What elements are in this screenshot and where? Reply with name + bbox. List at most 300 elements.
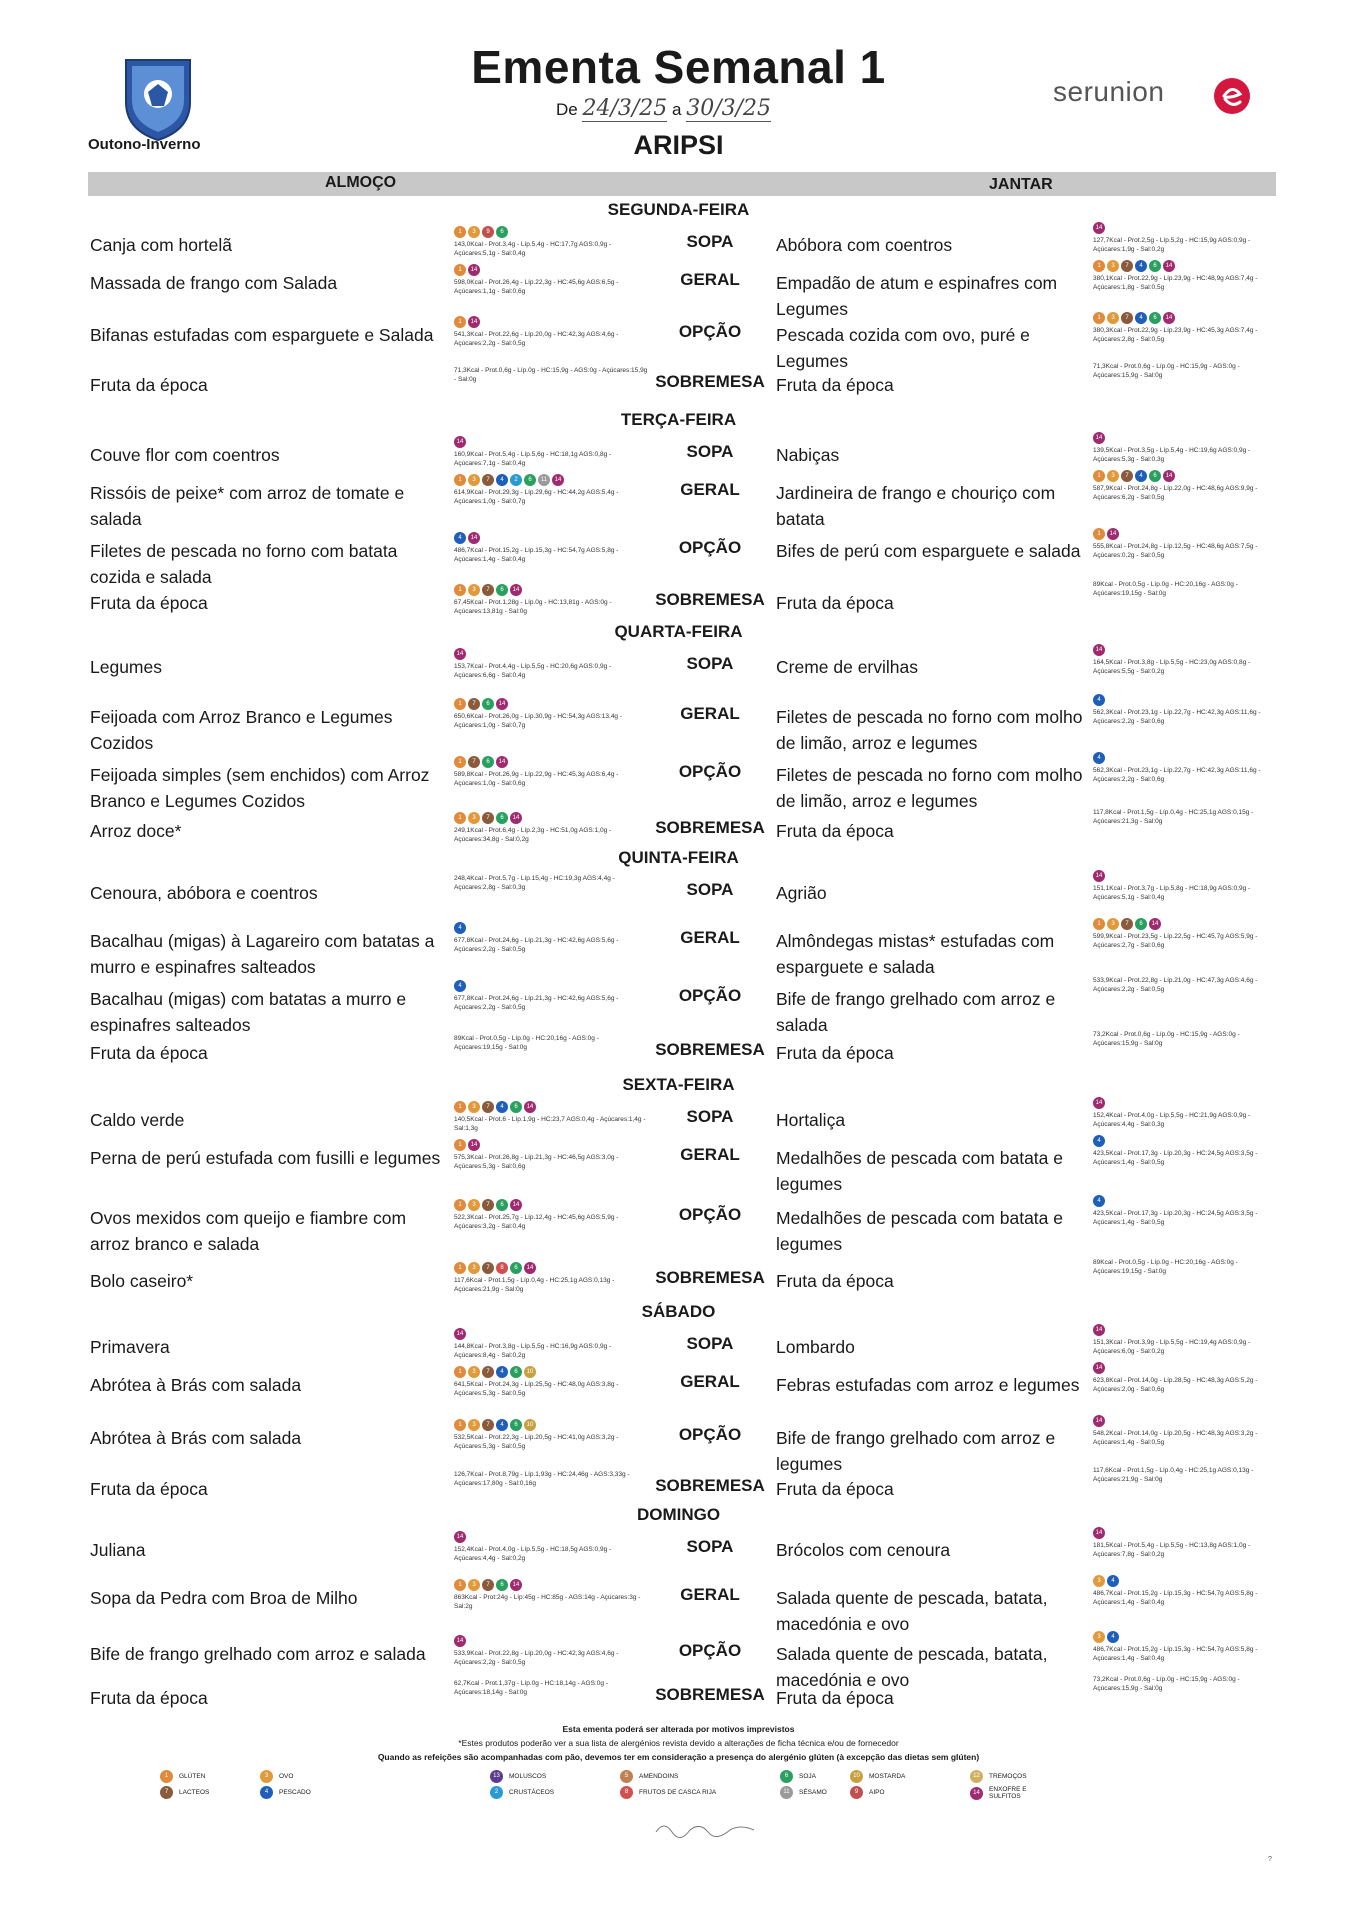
meal-category: OPÇÃO (678, 986, 742, 1005)
allergen-icons (454, 1328, 649, 1340)
meal-category: OPÇÃO (678, 1641, 742, 1660)
legend-label: GLÚTEN (179, 1773, 206, 1780)
dinner-nutrition (1093, 694, 1273, 726)
dinner-nutrition-text: 152,4Kcal - Prot.4,0g - Líp.5,5g - HC:21,9g AGS:0,9g - Açúcares:4,4g - Sal:0,3g (1093, 1112, 1251, 1128)
dinner-nutrition-text: 599,9Kcal - Prot.23,5g - Líp.22,5g - HC:45,7g AGS:5,9g - Açúcares:2,7g - Sal:0,6g (1093, 933, 1258, 949)
lunch-dish: Legumes (90, 657, 162, 677)
dinner-nutrition-text: 423,5Kcal - Prot.17,3g - Líp.20,3g - HC:24,5g AGS:3,5g - Açúcares:1,4g - Sal:0,5g (1093, 1150, 1258, 1166)
dinner-column-header: JANTAR (989, 176, 1053, 193)
enxofre-allergen-icon: 14 (1093, 1415, 1105, 1427)
allergen-icons (1093, 1324, 1273, 1336)
lunch-nutrition (454, 1139, 649, 1171)
meal-category: SOBREMESA (655, 1040, 765, 1059)
lunch-nutrition-text: 541,3Kcal - Prot.22,6g - Líp.20,0g - HC:42,3g AGS:4,6g - Açúcares:2,2g - Sal:0,5g (454, 331, 619, 347)
enxofre-allergen-icon: 14 (970, 1787, 983, 1800)
dinner-nutrition (1093, 918, 1273, 950)
enxofre-allergen-icon: 14 (552, 474, 564, 486)
ovo-allergen-icon: 3 (1093, 1575, 1105, 1587)
lunch-nutrition-text: 160,9Kcal - Prot.5,4g - Líp.5,6g - HC:18,1g AGS:0,8g - Açúcares:7,1g - Sal:0,4g (454, 451, 612, 467)
gluten-allergen-icon: 1 (454, 264, 466, 276)
lunch-nutrition-text: 650,6Kcal - Prot.26,0g - Líp.30,9g - HC:54,3g AGS:13,4g - Açúcares:1,0g - Sal:0,7g (454, 713, 623, 729)
allergen-icons (1093, 918, 1273, 930)
gluten-allergen-icon: 1 (1093, 260, 1105, 272)
lunch-nutrition (454, 1328, 649, 1360)
lunch-dish: Primavera (90, 1337, 170, 1357)
lunch-nutrition-text: 532,5Kcal - Prot.22,3g - Líp.20,5g - HC:41,0g AGS:3,2g - Açúcares:5,3g - Sal:0,5g (454, 1434, 619, 1450)
soja-allergen-icon: 6 (482, 698, 494, 710)
legend-label: SÉSAMO (799, 1789, 827, 1796)
ovo-allergen-icon: 3 (1107, 260, 1119, 272)
lunch-nutrition (454, 1366, 649, 1398)
dinner-dish: Febras estufadas com arroz e legumes (776, 1375, 1080, 1395)
lunch-nutrition (454, 812, 649, 844)
legend-item-aipo (850, 1786, 885, 1799)
gluten-allergen-icon: 1 (454, 1139, 466, 1151)
meal-category: OPÇÃO (678, 762, 742, 781)
lunch-nutrition (454, 226, 649, 258)
lunch-nutrition-text: 589,8Kcal - Prot.26,9g - Líp.22,9g - HC:45,3g AGS:6,4g - Açúcares:1,0g - Sal:0,6g (454, 771, 619, 787)
lunch-dish: Arroz doce* (90, 821, 182, 841)
enxofre-allergen-icon: 14 (454, 436, 466, 448)
soja-allergen-icon: 6 (1149, 312, 1161, 324)
dinner-nutrition (1093, 1675, 1273, 1693)
peixe-allergen-icon: 4 (1135, 470, 1147, 482)
meal-category: SOPA (686, 1107, 734, 1126)
lunch-nutrition (454, 1579, 649, 1611)
sesamo-allergen-icon: 11 (538, 474, 550, 486)
gluten-allergen-icon: 1 (454, 1262, 466, 1274)
dinner-nutrition (1093, 1362, 1273, 1394)
meal-category: OPÇÃO (678, 1205, 742, 1224)
season-label: Outono-Inverno (88, 136, 201, 153)
allergen-icons (1093, 694, 1273, 706)
enxofre-allergen-icon: 14 (1163, 470, 1175, 482)
lunch-nutrition-text: 614,9Kcal - Prot.29,3g - Líp.29,6g - HC:44,2g AGS:5,4g - Açúcares:1,0g - Sal:0,7g (454, 489, 619, 505)
note-changes: Esta ementa poderá ser alterada por motivos imprevistos (562, 1724, 795, 1734)
allergen-icons (454, 756, 649, 768)
dinner-dish: Nabiças (776, 445, 840, 465)
legend-item-tremocos (970, 1770, 1027, 1783)
meal-category: SOBREMESA (655, 1685, 765, 1704)
lacteos-allergen-icon: 7 (482, 1366, 494, 1378)
meal-category: SOPA (686, 232, 734, 251)
soja-allergen-icon: 6 (1149, 470, 1161, 482)
date-from: 24/3/25 (582, 96, 668, 121)
peixe-allergen-icon: 4 (260, 1786, 273, 1799)
legend-item-crustaceos (490, 1786, 554, 1799)
meal-category: SOPA (686, 442, 734, 461)
allergen-icons (454, 648, 649, 660)
lunch-nutrition-text: 533,9Kcal - Prot.22,8g - Líp.20,0g - HC:42,3g AGS:4,6g - Açúcares:2,2g - Sal:0,5g (454, 1650, 619, 1666)
lunch-nutrition-text: 153,7Kcal - Prot.4,4g - Líp.5,5g - HC:20,6g AGS:0,9g - Açúcares:6,6g - Sal:0,4g (454, 663, 612, 679)
enxofre-allergen-icon: 14 (1093, 432, 1105, 444)
allergen-icons (1093, 1135, 1273, 1147)
soja-allergen-icon: 6 (482, 756, 494, 768)
dinner-dish: Empadão de atum e espinafres com Legumes (776, 273, 1058, 319)
lacteos-allergen-icon: 7 (482, 1199, 494, 1211)
legend-label: ENXOFRE E SULFITOS (989, 1786, 1027, 1800)
lunch-dish: Juliana (90, 1540, 146, 1560)
lunch-dish: Bife de frango grelhado com arroz e salada (90, 1644, 426, 1664)
dinner-dish: Salada quente de pescada, batata, macedónia e ovo (776, 1644, 1048, 1690)
meal-category: GERAL (680, 704, 740, 723)
peixe-allergen-icon: 4 (496, 474, 508, 486)
ovo-allergen-icon: 3 (1107, 312, 1119, 324)
soja-allergen-icon: 6 (496, 1199, 508, 1211)
dinner-dish: Brócolos com cenoura (776, 1540, 951, 1560)
meal-category: GERAL (680, 1372, 740, 1391)
dinner-nutrition (1093, 752, 1273, 784)
peixe-allergen-icon: 4 (1093, 1135, 1105, 1147)
enxofre-allergen-icon: 14 (510, 812, 522, 824)
mostarda-allergen-icon: 10 (524, 1366, 536, 1378)
soja-allergen-icon: 6 (1149, 260, 1161, 272)
lunch-dish: Bacalhau (migas) com batatas a murro e espinafres salteados (90, 989, 407, 1035)
lunch-nutrition (454, 698, 649, 730)
legend-label: MOSTARDA (869, 1773, 906, 1780)
enxofre-allergen-icon: 14 (468, 532, 480, 544)
lacteos-allergen-icon: 7 (468, 698, 480, 710)
place-title: ARIPSI (633, 130, 724, 160)
dinner-nutrition (1093, 470, 1273, 502)
lunch-nutrition (454, 1679, 649, 1697)
gluten-allergen-icon: 1 (160, 1770, 173, 1783)
legend-item-soja (780, 1770, 816, 1783)
enxofre-allergen-icon: 14 (1163, 260, 1175, 272)
enxofre-allergen-icon: 14 (454, 1635, 466, 1647)
lunch-dish: Feijoada simples (sem enchidos) com Arroz Branco e Legumes Cozidos (90, 765, 430, 811)
allergen-icons (1093, 870, 1273, 882)
allergen-icons (454, 474, 649, 486)
lunch-nutrition (454, 474, 649, 506)
dinner-nutrition (1093, 1097, 1273, 1129)
lunch-nutrition-text: 62,7Kcal - Prot.1,37g - Líp.0g - HC:18,14g - AGS:0g - Açúcares:18,14g - Sal:0g (454, 1680, 608, 1696)
ovo-allergen-icon: 3 (468, 1419, 480, 1431)
dinner-dish: Lombardo (776, 1337, 855, 1357)
handwritten-signature (650, 1818, 760, 1840)
dinner-nutrition-text: 164,5Kcal - Prot.3,8g - Líp.5,5g - HC:23,0g AGS:0,8g - Açúcares:5,5g - Sal:0,2g (1093, 659, 1251, 675)
dinner-dish: Hortaliça (776, 1110, 846, 1130)
day-heading: SEXTA-FEIRA (622, 1075, 735, 1094)
lunch-nutrition (454, 584, 649, 616)
legend-label: LACTEOS (179, 1789, 210, 1796)
gluten-allergen-icon: 1 (454, 756, 466, 768)
lunch-nutrition-text: 522,3Kcal - Prot.25,7g - Líp.12,4g - HC:45,6g AGS:5,9g - Açúcares:3,2g - Sal:0,4g (454, 1214, 619, 1230)
allergen-icons (454, 1139, 649, 1151)
soja-allergen-icon: 6 (524, 474, 536, 486)
peixe-allergen-icon: 4 (1135, 312, 1147, 324)
aipo-allergen-icon: 9 (482, 226, 494, 238)
enxofre-allergen-icon: 14 (468, 316, 480, 328)
legend-label: FRUTOS DE CASCA RIJA (639, 1789, 717, 1796)
gluten-allergen-icon: 1 (454, 1101, 466, 1113)
brand-name: serunion (1053, 76, 1165, 107)
meal-category: OPÇÃO (678, 1425, 742, 1444)
day-heading: QUINTA-FEIRA (618, 848, 739, 867)
enxofre-allergen-icon: 14 (510, 1199, 522, 1211)
lunch-nutrition (454, 1034, 649, 1052)
enxofre-allergen-icon: 14 (454, 1531, 466, 1543)
dinner-nutrition-text: 548,2Kcal - Prot.14,0g - Líp.20,5g - HC:48,3g AGS:3,2g - Açúcares:1,4g - Sal:0,5g (1093, 1430, 1258, 1446)
legend-item-amendoins (620, 1770, 678, 1783)
lunch-dish: Feijoada com Arroz Branco e Legumes Cozidos (90, 707, 393, 753)
dinner-dish: Bifes de perú com esparguete e salada (776, 541, 1081, 561)
enxofre-allergen-icon: 14 (1093, 222, 1105, 234)
ovo-allergen-icon: 3 (1093, 1631, 1105, 1643)
dinner-nutrition-text: 555,8Kcal - Prot.24,8g - Líp.12,5g - HC:48,6g AGS:7,5g - Açúcares:0,2g - Sal:0,5g (1093, 543, 1258, 559)
lunch-nutrition (454, 1262, 649, 1294)
gluten-allergen-icon: 1 (1093, 528, 1105, 540)
dinner-nutrition (1093, 432, 1273, 464)
legend-item-enxofre (970, 1786, 1060, 1800)
ovo-allergen-icon: 3 (468, 1262, 480, 1274)
lunch-dish: Fruta da época (90, 1479, 208, 1499)
legend-label: AIPO (869, 1789, 885, 1796)
peixe-allergen-icon: 4 (1107, 1575, 1119, 1587)
lunch-dish: Sopa da Pedra com Broa de Milho (90, 1588, 358, 1608)
lacteos-allergen-icon: 7 (468, 756, 480, 768)
dinner-dish: Fruta da época (776, 1688, 894, 1708)
lunch-dish: Rissóis de peixe* com arroz de tomate e salada (90, 483, 405, 529)
meal-category: GERAL (680, 928, 740, 947)
dinner-nutrition (1093, 1135, 1273, 1167)
lunch-dish: Cenoura, abóbora e coentros (90, 883, 318, 903)
enxofre-allergen-icon: 14 (1149, 918, 1161, 930)
dinner-nutrition (1093, 222, 1273, 254)
enxofre-allergen-icon: 14 (454, 648, 466, 660)
ovo-allergen-icon: 3 (260, 1770, 273, 1783)
enxofre-allergen-icon: 14 (1093, 870, 1105, 882)
gluten-allergen-icon: 1 (454, 1579, 466, 1591)
enxofre-allergen-icon: 14 (468, 1139, 480, 1151)
lunch-nutrition-text: 677,8Kcal - Prot.24,6g - Líp.21,3g - HC:42,6g AGS:5,6g - Açúcares:2,2g - Sal:0,5g (454, 937, 619, 953)
enxofre-allergen-icon: 14 (524, 1262, 536, 1274)
dinner-dish: Salada quente de pescada, batata, macedónia e ovo (776, 1588, 1048, 1634)
lacteos-allergen-icon: 7 (1121, 918, 1133, 930)
legend-item-moluscos (490, 1770, 546, 1783)
allergen-legend (160, 1770, 1060, 1810)
ovo-allergen-icon: 3 (468, 226, 480, 238)
lunch-dish: Filetes de pescada no forno com batata cozida e salada (90, 541, 398, 587)
allergen-icons (1093, 752, 1273, 764)
gluten-allergen-icon: 1 (454, 698, 466, 710)
allergen-icons (1093, 1195, 1273, 1207)
dinner-dish: Filetes de pescada no forno com molho de limão, arroz e legumes (776, 707, 1083, 753)
allergen-icons (1093, 312, 1273, 324)
legend-item-ovo (260, 1770, 293, 1783)
enxofre-allergen-icon: 14 (496, 756, 508, 768)
lacteos-allergen-icon: 7 (482, 1262, 494, 1274)
lunch-nutrition (454, 316, 649, 348)
enxofre-allergen-icon: 14 (1163, 312, 1175, 324)
lunch-nutrition (454, 366, 649, 384)
lunch-nutrition (454, 1635, 649, 1667)
page-title: Ementa Semanal 1 (471, 41, 886, 93)
ovo-allergen-icon: 3 (1107, 470, 1119, 482)
dinner-nutrition-text: 562,3Kcal - Prot.23,1g - Líp.22,7g - HC:42,3g AGS:11,6g - Açúcares:2,2g - Sal:0,6g (1093, 709, 1261, 725)
brand-logo-icon (1212, 76, 1252, 116)
soja-allergen-icon: 6 (496, 584, 508, 596)
peixe-allergen-icon: 4 (496, 1419, 508, 1431)
peixe-allergen-icon: 4 (1135, 260, 1147, 272)
frutos-allergen-icon: 8 (496, 1262, 508, 1274)
dinner-nutrition (1093, 1195, 1273, 1227)
peixe-allergen-icon: 4 (496, 1101, 508, 1113)
gluten-allergen-icon: 1 (1093, 470, 1105, 482)
lunch-dish: Abrótea à Brás com salada (90, 1428, 302, 1448)
dinner-dish: Fruta da época (776, 593, 894, 613)
lunch-nutrition-text: 152,4Kcal - Prot.4,0g - Líp.5,5g - HC:18,5g AGS:0,9g - Açúcares:4,4g - Sal:0,2g (454, 1546, 612, 1562)
lunch-nutrition (454, 922, 649, 954)
lacteos-allergen-icon: 7 (482, 474, 494, 486)
gluten-allergen-icon: 1 (454, 812, 466, 824)
lunch-nutrition (454, 436, 649, 468)
enxofre-allergen-icon: 14 (1107, 528, 1119, 540)
lunch-dish: Fruta da época (90, 1688, 208, 1708)
lunch-nutrition (454, 1101, 649, 1133)
allergen-icons (1093, 260, 1273, 272)
allergen-icons (1093, 1362, 1273, 1374)
allergen-icons (454, 980, 649, 992)
enxofre-allergen-icon: 14 (1093, 644, 1105, 656)
allergen-icons (454, 226, 649, 238)
legend-item-sesamo (780, 1786, 827, 1799)
moluscos-allergen-icon: 13 (490, 1770, 503, 1783)
lunch-dish: Couve flor com coentros (90, 445, 280, 465)
lunch-nutrition (454, 1419, 649, 1451)
gluten-allergen-icon: 1 (454, 584, 466, 596)
lacteos-allergen-icon: 7 (1121, 470, 1133, 482)
meal-category: SOPA (686, 654, 734, 673)
crustaceos-allergen-icon: 2 (510, 474, 522, 486)
lacteos-allergen-icon: 7 (160, 1786, 173, 1799)
soja-allergen-icon: 6 (510, 1101, 522, 1113)
lunch-nutrition-text: 677,8Kcal - Prot.24,6g - Líp.21,3g - HC:42,6g AGS:5,6g - Açúcares:2,2g - Sal:0,5g (454, 995, 619, 1011)
legend-label: PESCADO (279, 1789, 311, 1796)
lunch-nutrition-text: 863Kcal - Prot:24g - Líp:45g - HC:85g - AGS:14g - Açúcares:3g - Sal:2g (454, 1594, 641, 1610)
lunch-dish: Caldo verde (90, 1110, 185, 1130)
legend-label: SOJA (799, 1773, 816, 1780)
lunch-nutrition (454, 1470, 649, 1488)
peixe-allergen-icon: 4 (496, 1366, 508, 1378)
note-bread-gluten: Quando as refeições são acompanhadas com pão, devemos ter em consideração a presença do alergénio glúten (à excepção das dietas sem glúten) (377, 1752, 980, 1762)
enxofre-allergen-icon: 14 (510, 584, 522, 596)
day-heading: QUARTA-FEIRA (614, 622, 743, 641)
dinner-nutrition-text: 89Kcal - Prot.0,5g - Líp.0g - HC:20,16g - AGS:0g - Açúcares:19,15g - Sal:0g (1093, 1259, 1238, 1275)
meal-category: SOPA (686, 880, 734, 899)
ovo-allergen-icon: 3 (468, 1366, 480, 1378)
allergen-icons (454, 1199, 649, 1211)
allergen-icons (1093, 470, 1273, 482)
allergen-icons (1093, 432, 1273, 444)
soja-allergen-icon: 6 (496, 812, 508, 824)
dinner-nutrition (1093, 260, 1273, 292)
allergen-icons (454, 532, 649, 544)
allergen-icons (454, 264, 649, 276)
dinner-nutrition-text: 127,7Kcal - Prot.2,5g - Líp.5,2g - HC:15,9g AGS:0,9g - Açúcares:1,9g - Sal:0,2g (1093, 237, 1251, 253)
meal-category: OPÇÃO (678, 538, 742, 557)
dinner-nutrition (1093, 870, 1273, 902)
lunch-nutrition-text: 641,5Kcal - Prot.24,3g - Líp.25,5g - HC:48,0g AGS:3,8g - Açúcares:5,3g - Sal:0,5g (454, 1381, 619, 1397)
gluten-allergen-icon: 1 (1093, 312, 1105, 324)
lacteos-allergen-icon: 7 (482, 1579, 494, 1591)
soja-allergen-icon: 6 (510, 1366, 522, 1378)
meal-category: GERAL (680, 1585, 740, 1604)
allergen-icons (1093, 1631, 1273, 1643)
meal-category: SOBREMESA (655, 590, 765, 609)
meal-category: SOPA (686, 1334, 734, 1353)
lunch-nutrition (454, 980, 649, 1012)
lacteos-allergen-icon: 7 (482, 1101, 494, 1113)
dinner-dish: Almôndegas mistas* estufadas com esparguete e salada (776, 931, 1055, 977)
lunch-nutrition-text: 71,3Kcal - Prot.0,6g - Líp.0g - HC:15,9g - AGS:0g - Açúcares:15,9g - Sal:0g (454, 367, 648, 383)
lunch-dish: Bolo caseiro* (90, 1271, 194, 1291)
dinner-nutrition (1093, 1415, 1273, 1447)
dinner-nutrition-text: 71,3Kcal - Prot.0,6g - Líp.0g - HC:15,9g - AGS:0g - Açúcares:15,9g - Sal:0g (1093, 363, 1240, 379)
allergen-icons (454, 1419, 649, 1431)
column-header-bar (88, 172, 1276, 196)
legend-item-peixe (260, 1786, 311, 1799)
dinner-nutrition (1093, 1631, 1273, 1663)
meal-category: GERAL (680, 1145, 740, 1164)
soja-allergen-icon: 6 (510, 1262, 522, 1274)
date-to: 30/3/25 (686, 96, 772, 121)
lacteos-allergen-icon: 7 (1121, 260, 1133, 272)
dinner-nutrition (1093, 362, 1273, 380)
dinner-nutrition (1093, 1527, 1273, 1559)
meal-category: GERAL (680, 270, 740, 289)
dinner-dish: Abóbora com coentros (776, 235, 953, 255)
note-allergen-review: *Estes produtos poderão ver a sua lista de alergénios revista devido a alterações de ficha técnica e/ou de fornecedor (458, 1738, 899, 1748)
lacteos-allergen-icon: 7 (482, 812, 494, 824)
sesamo-allergen-icon: 11 (780, 1786, 793, 1799)
date-range (556, 96, 771, 121)
enxofre-allergen-icon: 14 (496, 698, 508, 710)
meal-category: SOBREMESA (655, 1476, 765, 1495)
dinner-nutrition (1093, 808, 1273, 826)
meal-category: SOPA (686, 1537, 734, 1556)
soja-allergen-icon: 6 (780, 1770, 793, 1783)
dinner-dish: Bife de frango grelhado com arroz e legumes (776, 1428, 1056, 1474)
dinner-nutrition (1093, 1258, 1273, 1276)
soja-allergen-icon: 6 (510, 1419, 522, 1431)
meal-category: SOBREMESA (655, 372, 765, 391)
dinner-dish: Bife de frango grelhado com arroz e salada (776, 989, 1056, 1035)
lunch-nutrition (454, 532, 649, 564)
meal-category: SOBREMESA (655, 1268, 765, 1287)
dinner-nutrition-text: 486,7Kcal - Prot.15,2g - Líp.15,3g - HC:54,7g AGS:5,8g - Açúcares:1,4g - Sal:0,4g (1093, 1646, 1258, 1662)
dinner-nutrition-text: 623,8Kcal - Prot.14,0g - Líp.28,5g - HC:48,3g AGS:5,2g - Açúcares:2,0g - Sal:0,6g (1093, 1377, 1258, 1393)
allergen-icons (454, 316, 649, 328)
amendoins-allergen-icon: 5 (620, 1770, 633, 1783)
allergen-icons (454, 922, 649, 934)
legend-item-gluten (160, 1770, 205, 1783)
gluten-allergen-icon: 1 (454, 1199, 466, 1211)
allergen-icons (454, 1101, 649, 1113)
peixe-allergen-icon: 4 (454, 922, 466, 934)
dinner-dish: Fruta da época (776, 1271, 894, 1291)
dinner-nutrition (1093, 580, 1273, 598)
dinner-nutrition-text: 73,2Kcal - Prot.0,6g - Líp.0g - HC:15,9g - AGS:0g - Açúcares:15,9g - Sal:0g (1093, 1031, 1240, 1047)
peixe-allergen-icon: 4 (1093, 1195, 1105, 1207)
dinner-dish: Pescada cozida com ovo, puré e Legumes (776, 325, 1030, 371)
dinner-nutrition-text: 181,5Kcal - Prot.5,4g - Líp.5,5g - HC:13,8g AGS:1,0g - Açúcares:7,8g - Sal:0,2g (1093, 1542, 1251, 1558)
ovo-allergen-icon: 3 (1107, 918, 1119, 930)
soja-allergen-icon: 6 (496, 226, 508, 238)
dinner-dish: Fruta da época (776, 821, 894, 841)
page-number: ? (1268, 1856, 1272, 1863)
peixe-allergen-icon: 4 (1093, 694, 1105, 706)
